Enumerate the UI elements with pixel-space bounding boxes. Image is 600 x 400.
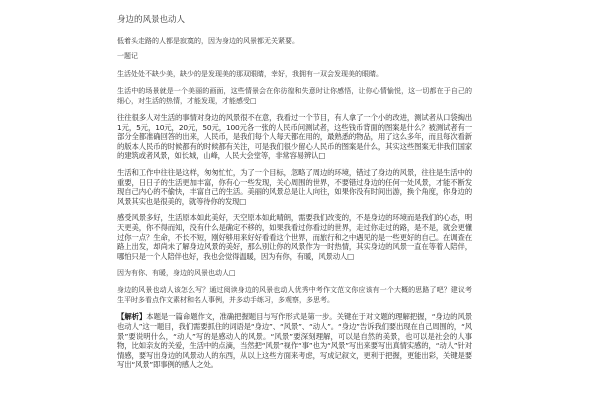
article-title: 身边的风景也动人	[117, 15, 186, 25]
analysis-label: 【解析】	[117, 312, 147, 322]
closing-line: 因为有你、有暖，身边的风景也动人□	[117, 269, 236, 278]
paragraph-2: 生活中的场景就是一个美丽的画面，这些情景会在你彷徨和失意时让你感悟，让你心情愉悦，这一切都在于自己的细心，对生活的热情，才能发现，才能感受□	[117, 87, 472, 105]
analysis-section	[117, 312, 472, 370]
paragraph-3: 往往很多人对生活的事情对身边的风景很不在意，我看过一个节目，有人拿了一个小的改进，测试者从口袋掏出1元，5元，10元，20元，50元，100元各一张的人民币问测试者，这些钱币背面的图案是什么？被测试者有一部分全都准确回答的出来，人民币，是我们每个人每天都在用的，最熟悉的物品，用了这么多年，而且每次看新的版本人民币的时候都有的时候都有关注，可是我们很少留心人民币的图案是什么，其实这些图案无非我们国家的建筑或者风景，如长城，山峰，人民大会堂等，非常容易辨认□	[117, 113, 472, 161]
writing-prompt: 身边的风景也动人该怎么写？通过阅读身边的风景也动人优秀中考作文范文你应该有一个大概的思路了吧？建议考生平时多看点作文素材和名人事例，并多动手练习，多观察，多思考。	[117, 286, 472, 305]
paragraph-5: 感受风景多好，生活原本如此美好，天空原本如此晴朗，需要我们改变的，不是身边的环境而是我们的心态，明天更美，你不得而知，没有什么是确定不移的，如果我看过你看过的世界，走过你走过的路，是不是，就会更懂过你一点？生命，不长不短，刚好够用来好好看看这个世界，而旅行和之中遇见的是一些更好的自己。在调查在路上出发，却尚未了解身边风景的美好，那么别让你的风景作为一时热情，其实身边的风景一直在等着人陪伴，哪怕只是一个人陪伴也好，我也会觉得温暖，因为有你，有暖，风景动人□	[117, 213, 472, 261]
paragraph-4: 生活和工作中往往是这样，匆匆忙忙，为了一个目标，忽略了周边的环境，错过了身边的风景，往往是生活中的重要，日日子的生活更加丰富，你有心一些发现，关心周围的世界，不要错过身边的任何一处风景，才能不断发现自己内心的不偷快，丰富自己的生活。美丽的风景总是让人向往，如果你没有时间出游，换个角度，你身边的风景其实也是很美的，就等待你的发现□	[117, 167, 472, 206]
paragraph-1: 生活处处不缺少美，缺少的是发现美的那双眼睛，幸好，我拥有一双会发现美的眼睛。	[117, 70, 383, 78]
intro-line: 低着头走路的人都是寂寞的，因为身边的风景都无关紧要。	[117, 37, 299, 45]
analysis-text: 本题是一篇命题作文，准确把握题目与写作形式是第一步。关键在于对文题的理解把握，“身边的风景也动人”这一题目，我们需要抓住的词语是“身边”、“风景”、“动人”。“身边”告诉我们要出现在自己周围的，“风景”要说明什么，“动人”写的是感动人的风景。“风景”要深刻理解，可以是自然的美景，也可以是社会的人事物，比如亲友的关爱，生活中的点滴，当然把“风景”视作“事”也为“风景”写出来要写出真情实感的，“动人”针对情感，要写出身边的风景动人的东西，从以上这些方面来考虑，写成记叙文，更利于把握，更能出彩，关键是要写出“风景”即事例的感人之处。	[117, 312, 472, 370]
epigraph-credit: 一题记	[117, 52, 138, 60]
